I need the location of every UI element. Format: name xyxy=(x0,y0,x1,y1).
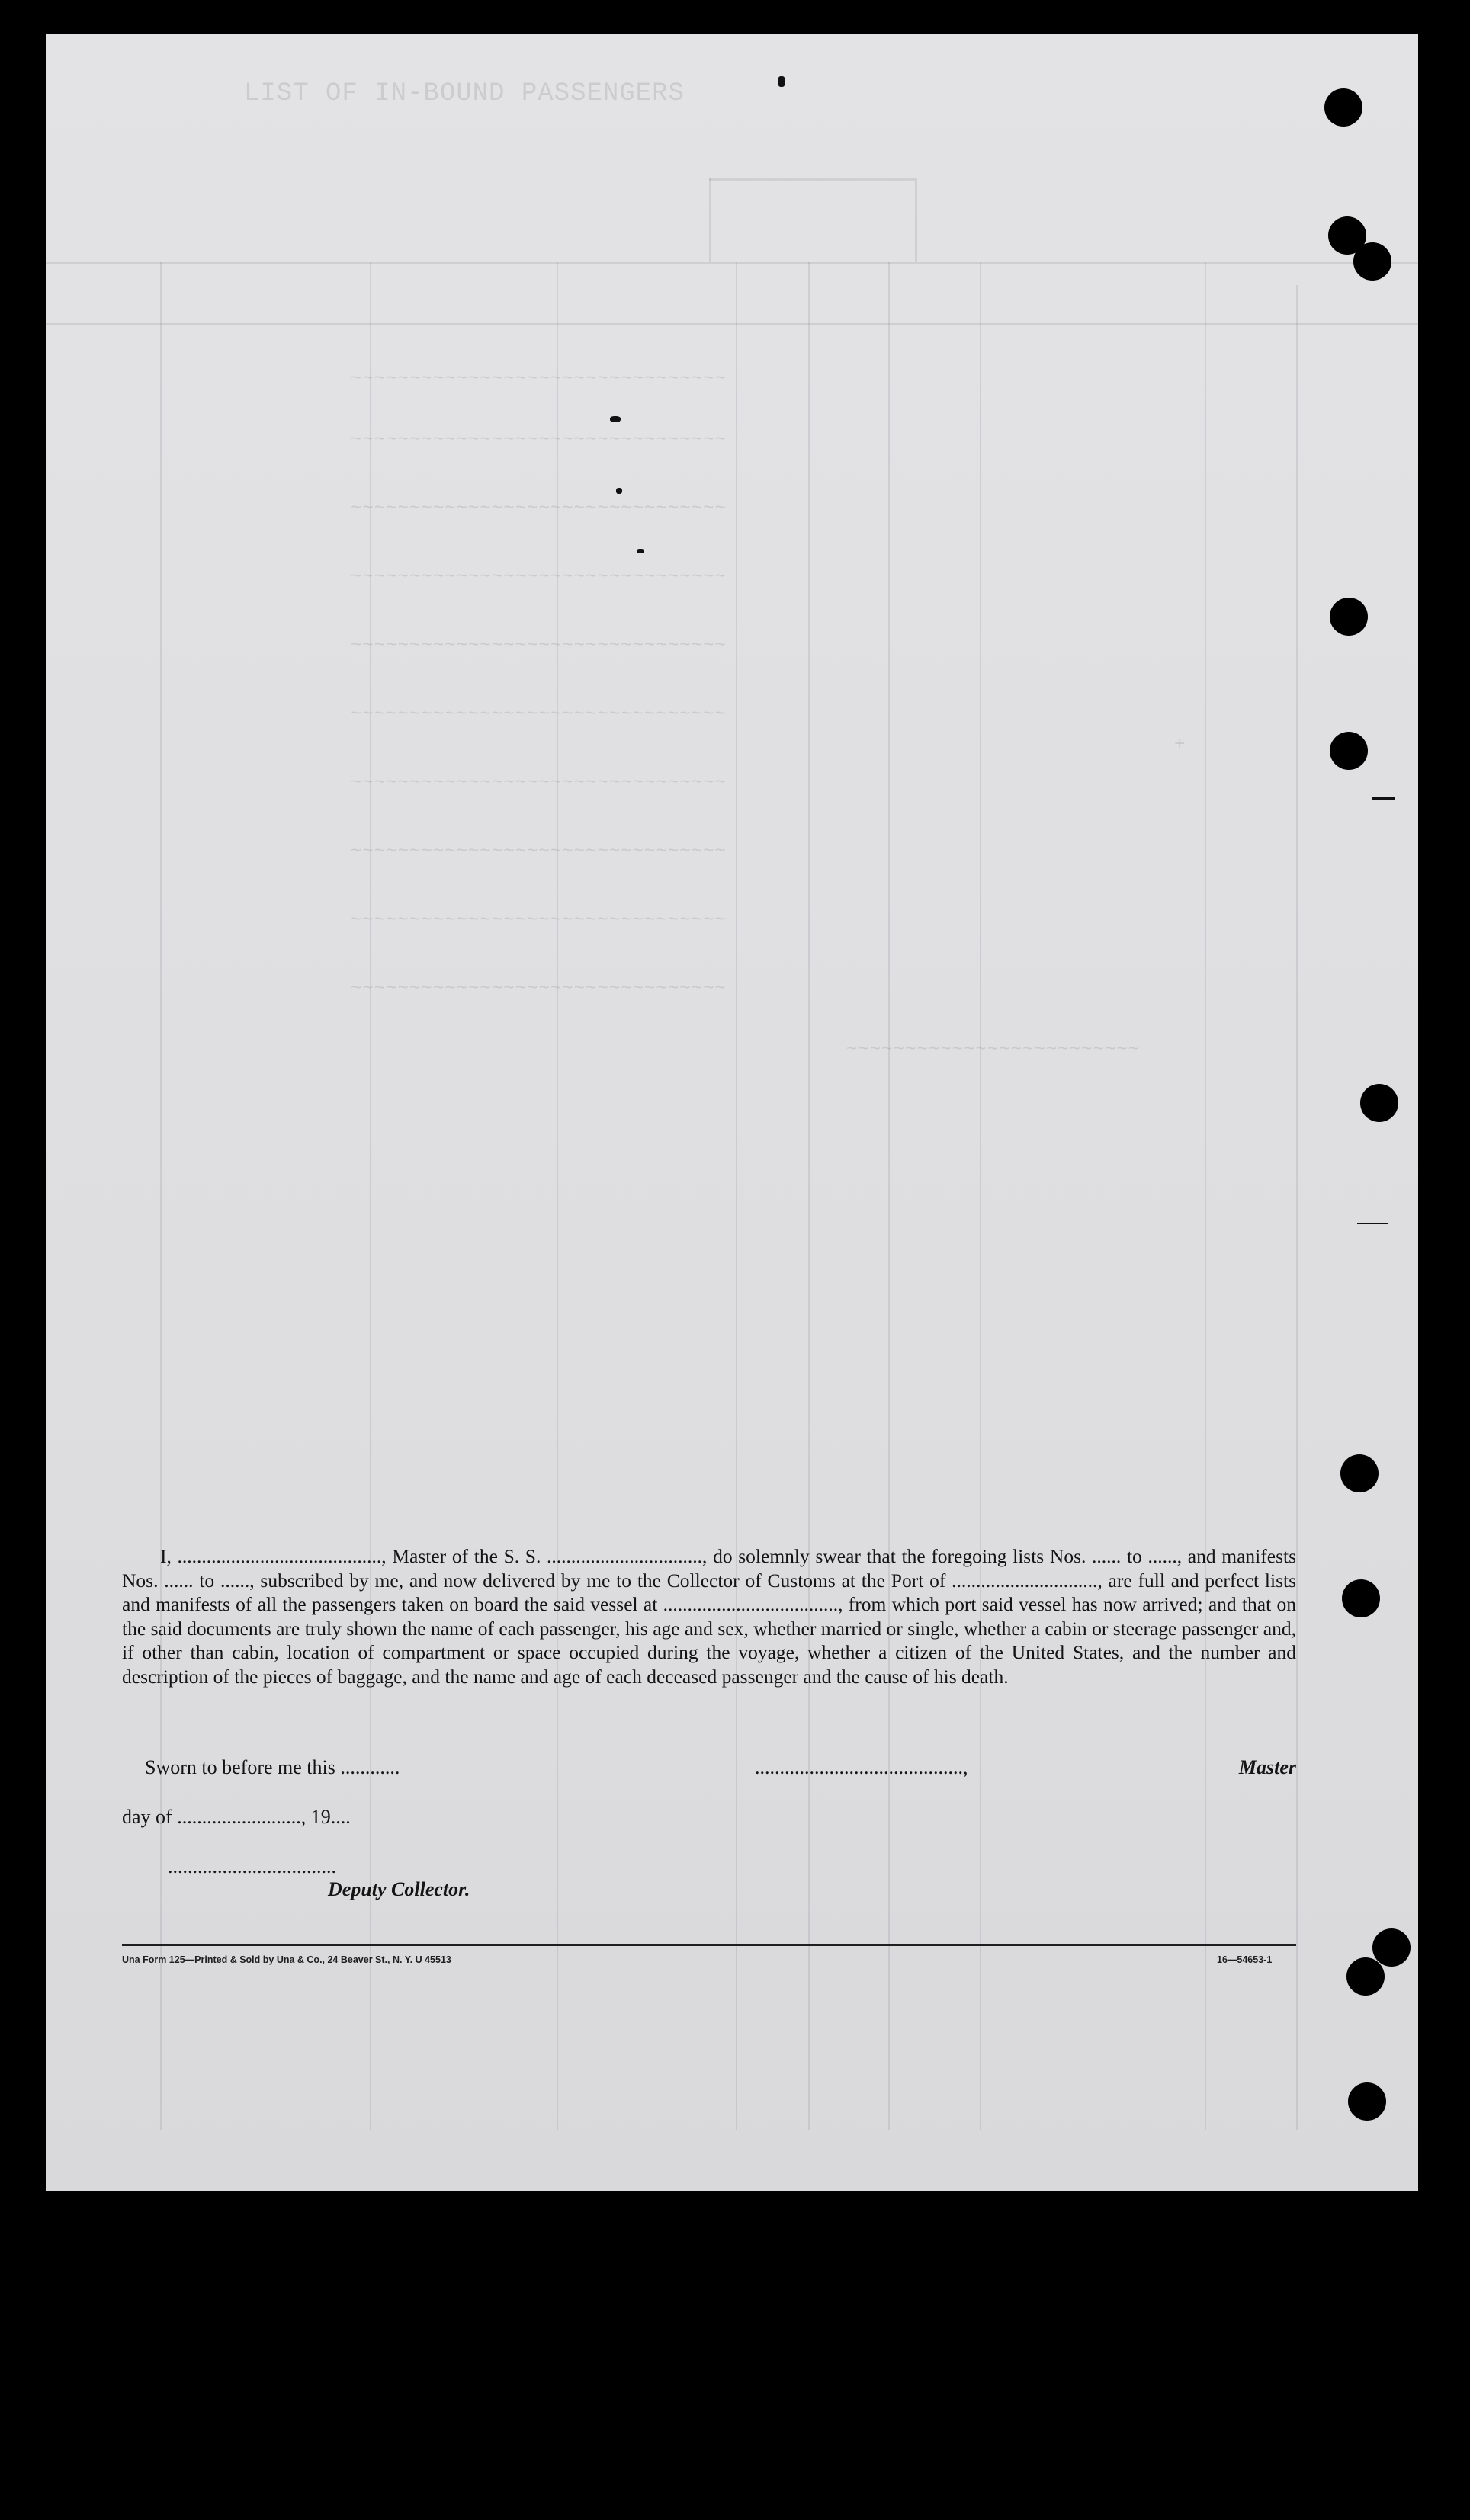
footer-rule xyxy=(122,1944,1296,1946)
punch-hole xyxy=(1324,88,1362,127)
day-line: day of ........................., 19.... xyxy=(122,1806,351,1828)
punch-hole xyxy=(1348,2082,1386,2121)
master-label: Master xyxy=(1238,1756,1296,1778)
punch-hole xyxy=(1330,732,1368,770)
ink-speck xyxy=(610,416,621,422)
master-signature-line: .........................................., xyxy=(755,1756,968,1778)
oath-line: swear that the foregoing lists Nos. ...... to ......, and manifests Nos. ...... to ......, subscribed by me, and now xyxy=(122,1545,1296,1592)
punch-hole xyxy=(1372,1928,1411,1967)
ink-speck xyxy=(1372,797,1395,800)
deputy-collector-label: Deputy Collector. xyxy=(328,1878,470,1900)
form-number: 16—54653-1 xyxy=(1217,1954,1273,1965)
oath-paragraph xyxy=(122,1544,1296,1688)
ink-speck xyxy=(778,76,785,87)
oath-line: port said vessel has now arrived; and that on the said documents are truly shown the name of each passenger, his age and xyxy=(122,1593,1297,1640)
ink-speck xyxy=(1357,1223,1388,1224)
oath-line: or space occupied during the voyage, whether a citizen of the United States, and the number and description of the pieces xyxy=(122,1641,1297,1688)
oath-line: manifests of all the passengers taken on board the said vessel at ...................................., from which xyxy=(156,1593,940,1615)
ink-speck xyxy=(616,488,622,494)
punch-hole xyxy=(1353,242,1391,281)
manifest-page: LIST OF IN-BOUND PASSENGERS ~~~~~~~~~~~~~~~~~~~~~~~~~~~~~~~~ ~~~~~~~~~~~~~~~~~~~~~~~~~~~~~~~~ ~~~~~~~~~~~~~~~~~~~~~~~~~~~~~~~~ ~~~~~~~~~~~~~~~~~~~~~~~~~~~~~~~~ ~~~~~~~~~~~~~~~~~~~~~~~~~~~~~~~~ ~~~~~~~~~~~~~~~~~~~~~~~~~~~~~~~~ ~~~~~~~~~~~~~~~~~~~~~~~~~~~~~~~~ ~~~~~~~~~~~~~~~~~~~~~~~~~~~~~~~~ ~~~~~~~~~~~~~~~~~~~~~~~~~~~~~~~~ ~~~~~~~~~~~~~~~~~~~~~~~~~~~~~~~~ ~~~~~~~~~~~~~~~~~~~~~~~~~ + I, .........................................., Master of the S. S. ................................, do solemnly swear that the foregoing lists Nos. ...... to ......, and manifests Nos. ...... to ......, subscribed by me, and now delivered by me to the Collector of Customs at the Port of .............................., are full and perfect lists and manifests of all the passengers taken on board the said vessel at ...................................., from which port said vessel has now arrived; and that on the said documents are truly shown the name of each passenger, his age and sex, whether married or single, whether a cabin or steerage passenger and, if other than cabin, location of compartment or space occupied during the voyage, whether a citizen of the United States, and the number and description of the pieces of baggage, and the name and age of each deceased passenger and the cause of his death. Sworn to before me this ............ .........................................., Master day of ........................., 19.... .................................. Deputy Collector. Una Form 125—Printed & Sold by Una & Co., 24 Beaver St., N. Y. U 45513 16—54653-1 xyxy=(46,34,1418,2191)
punch-hole xyxy=(1360,1084,1398,1122)
punch-hole xyxy=(1342,1579,1380,1617)
sworn-label: Sworn to before me this ............ xyxy=(145,1756,400,1778)
punch-hole xyxy=(1340,1454,1379,1492)
punch-hole xyxy=(1346,1957,1385,1996)
oath-line: sex, whether married or single, whether a cabin or steerage passenger and, if other than cabin, location of compartment xyxy=(122,1617,1297,1663)
printer-imprint: Una Form 125—Printed & Sold by Una & Co., 24 Beaver St., N. Y. U 45513 xyxy=(122,1954,451,1965)
punch-hole xyxy=(1330,598,1368,636)
ink-speck xyxy=(637,549,644,553)
oath-line: I, .........................................., Master of the S. S. ................................, do solemnly xyxy=(160,1545,810,1567)
oath-line: delivered by me to the Collector of Customs at the Port of .............................., are full and perfect lists and xyxy=(122,1569,1297,1615)
oath-line: of baggage, and the name and age of each deceased passenger and the cause of his death. xyxy=(316,1665,1009,1688)
day-row xyxy=(122,1806,1296,1829)
deputy-signature-line: .................................. xyxy=(168,1855,336,1877)
